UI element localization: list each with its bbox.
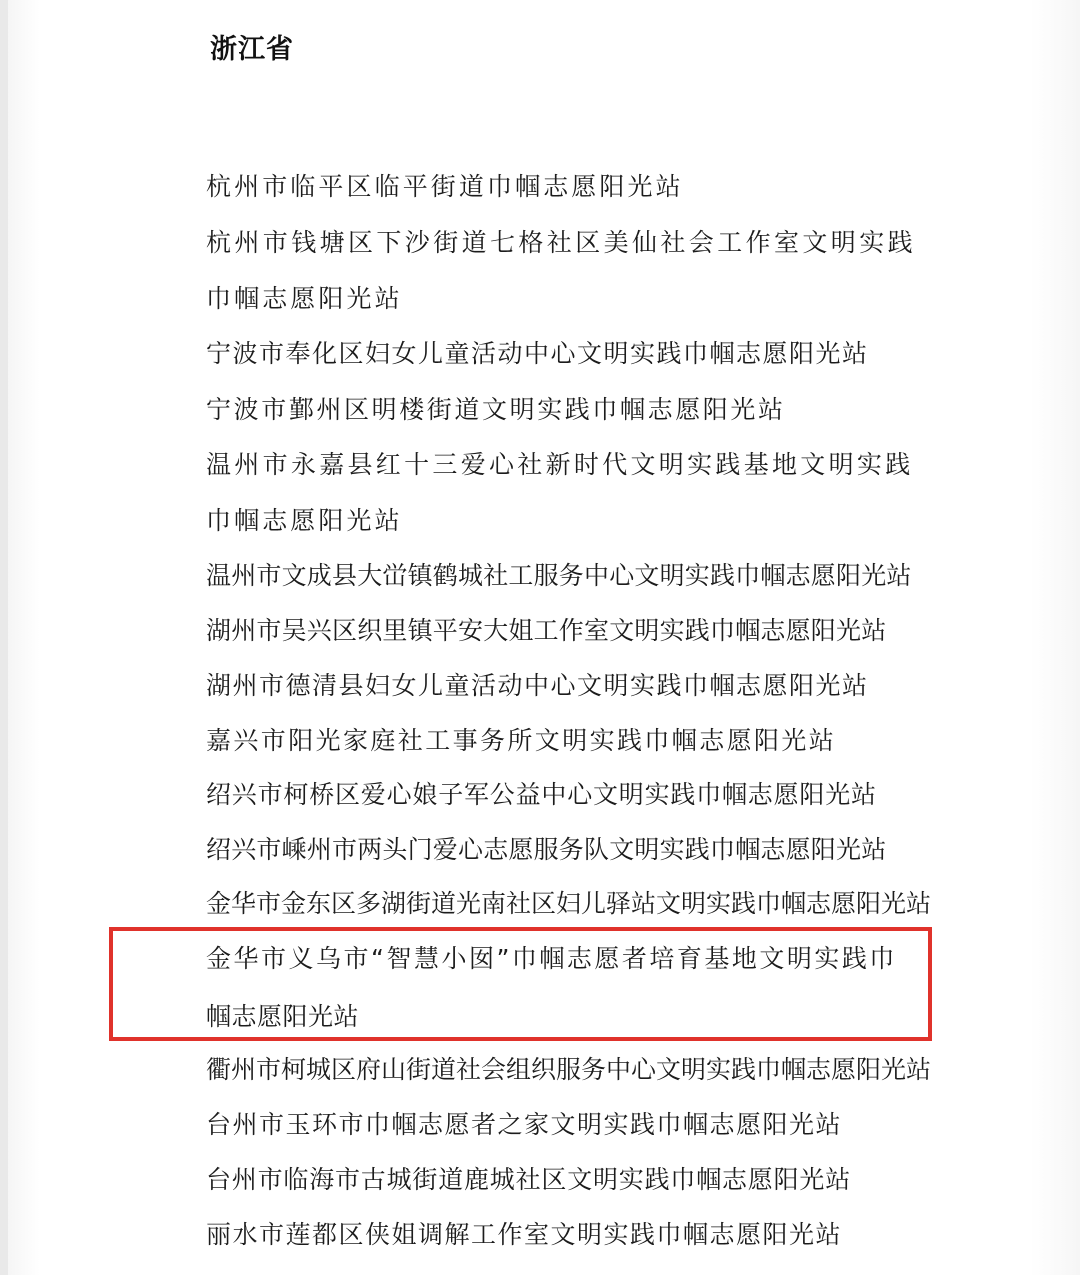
red-highlight-box	[109, 927, 932, 1041]
list-item: 宁波市鄞州区明楼街道文明实践巾帼志愿阳光站	[206, 395, 786, 424]
list-item: 金华市金东区多湖街道光南社区妇儿驿站文明实践巾帼志愿阳光站	[206, 889, 932, 918]
list-item: 杭州市钱塘区下沙街道七格社区美仙社会工作室文明实践	[206, 228, 917, 257]
list-item: 台州市玉环市巾帼志愿者之家文明实践巾帼志愿阳光站	[206, 1110, 843, 1139]
list-item-continuation: 巾帼志愿阳光站	[206, 284, 403, 313]
list-item: 湖州市吴兴区织里镇平安大姐工作室文明实践巾帼志愿阳光站	[206, 616, 887, 645]
list-item: 湖州市德清县妇女儿童活动中心文明实践巾帼志愿阳光站	[206, 671, 869, 700]
highlighted-list-item-continuation: 帼志愿阳光站	[206, 1002, 360, 1031]
province-heading: 浙江省	[210, 34, 294, 65]
list-item: 宁波市奉化区妇女儿童活动中心文明实践巾帼志愿阳光站	[206, 339, 869, 368]
list-item: 绍兴市嵊州市两头门爱心志愿服务队文明实践巾帼志愿阳光站	[206, 835, 887, 864]
list-item: 温州市文成县大峃镇鹤城社工服务中心文明实践巾帼志愿阳光站	[206, 561, 912, 590]
highlighted-list-item: 金华市义乌市“智慧小囡”巾帼志愿者培育基地文明实践巾	[206, 944, 897, 973]
list-item: 衢州市柯城区府山街道社会组织服务中心文明实践巾帼志愿阳光站	[206, 1055, 932, 1084]
list-item: 温州市永嘉县红十三爱心社新时代文明实践基地文明实践	[206, 450, 914, 479]
list-item-continuation: 巾帼志愿阳光站	[206, 506, 403, 535]
list-item: 嘉兴市阳光家庭社工事务所文明实践巾帼志愿阳光站	[206, 726, 837, 755]
list-item: 丽水市莲都区侠姐调解工作室文明实践巾帼志愿阳光站	[206, 1220, 843, 1249]
list-item: 台州市临海市古城街道鹿城社区文明实践巾帼志愿阳光站	[206, 1165, 852, 1194]
list-item: 绍兴市柯桥区爱心娘子军公益中心文明实践巾帼志愿阳光站	[206, 780, 877, 809]
list-item: 杭州市临平区临平街道巾帼志愿阳光站	[206, 172, 684, 201]
